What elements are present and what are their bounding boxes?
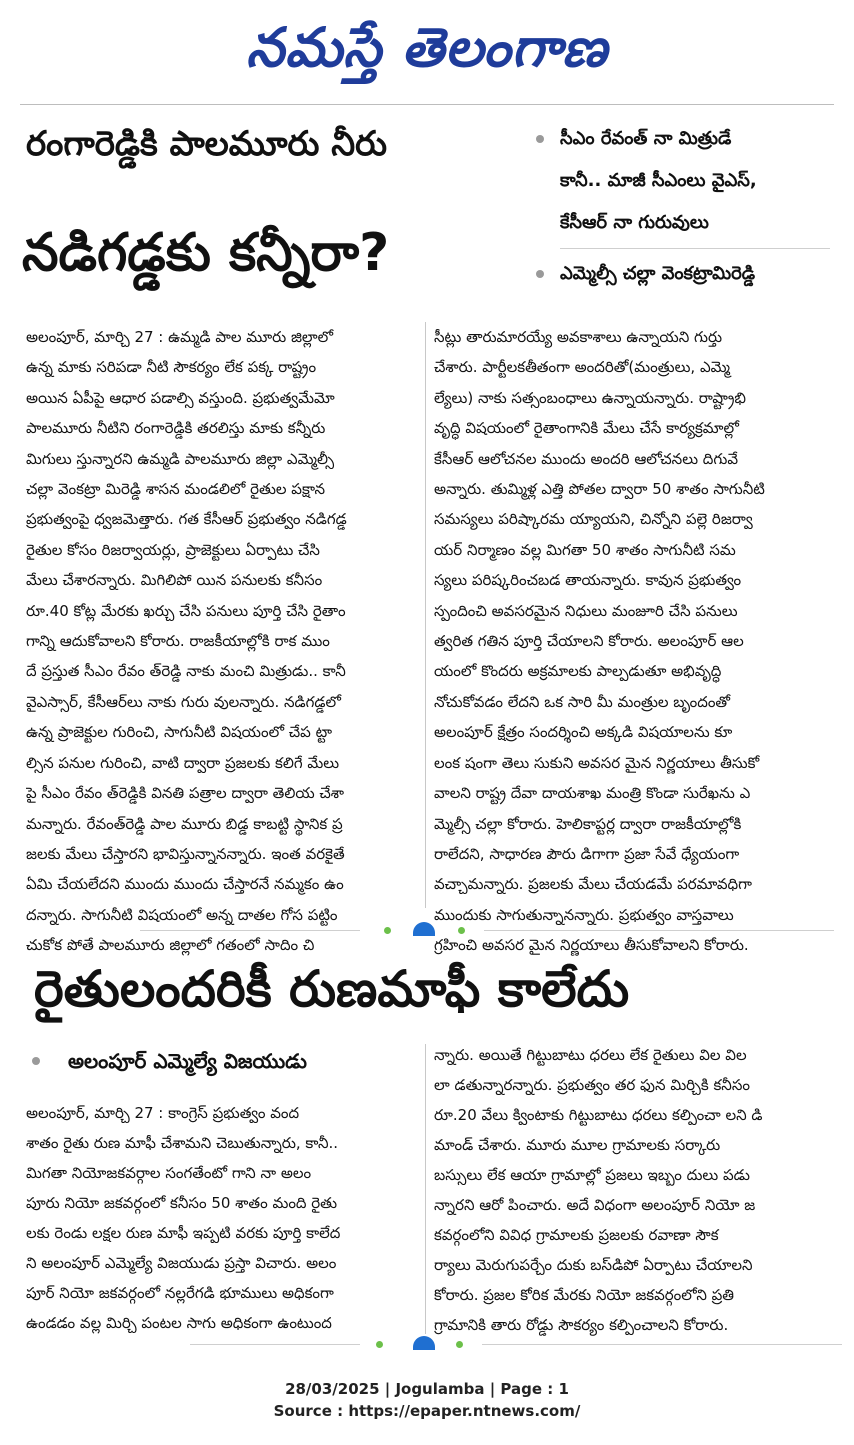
article-line: సమస్యలు పరిష్కారమ య్యాయని, చిన్నోని పల్లె రిజర్వా xyxy=(434,510,753,529)
highlight-bullet-1 xyxy=(530,118,830,244)
article-line: మాండ్ చేశారు. మూరు మూల గ్రామాలకు సర్కారు xyxy=(434,1136,721,1154)
column-divider xyxy=(425,322,426,908)
footer-date-edition: 28/03/2025 | Jogulamba | Page : 1 xyxy=(285,1380,569,1398)
article-line: దన్నారు. సాగునీటి విషయంలో అన్న దాతల గోస పట్టిం xyxy=(26,905,338,924)
article-line: యంలో కొందరు అక్రమాలకు పాల్పడుతూ అభివృద్ధి xyxy=(434,662,722,681)
highlight-bullet-2 xyxy=(530,253,830,295)
article-line: అన్నారు. తుమ్మిళ్ల ఎత్తి పోతల ద్వారా 50 శాతం సాగునీటి xyxy=(434,480,765,499)
article-line: చల్లా వెంకట్రా మిరెడ్డి శాసన మండలిలో రైతుల పక్షాన xyxy=(26,480,326,499)
article-line: ముందుకు సాగుతున్నానన్నారు. ప్రభుత్వం వాస్తవాలు xyxy=(434,905,734,924)
article-line: ని అలంపూర్ ఎమ్మెల్యే విజయుడు ప్రస్తా విచారు. అలం xyxy=(26,1254,337,1272)
article-line: వృద్ధి విషయంలో రైతాంగానికి మేలు చేసే కార్యక్రమాల్లో xyxy=(434,419,739,438)
article-line: పై సీఎం రేవం త్‌రెడ్డికి వినతి పత్రాల ద్వారా తెలియ చేశా xyxy=(26,784,345,803)
article-line: గ్రహించి అవసర మైన నిర్ణయాలు తీసుకోవాలని కోరారు. xyxy=(434,936,749,955)
highlight-line: ఎమ్మెల్సీ చల్లా వెంకట్రామిరెడ్డి xyxy=(560,263,756,284)
page-footer xyxy=(0,1378,854,1422)
article-line: రైతుల కోసం రిజర్వాయర్లు, ప్రాజెక్టులు ఏర్పాటు చేసి xyxy=(26,540,320,559)
article-line: చేశారు. పార్టీలకతీతంగా అందరితో(మంత్రులు, ఎమ్మె xyxy=(434,358,731,377)
article-line: వాలని రాష్ట్ర దేవా దాయశాఖ మంత్రి కొండా సురేఖను ఎ xyxy=(434,784,751,803)
column-divider xyxy=(425,1044,426,1334)
story1-column-left xyxy=(26,322,414,961)
article-line: ఉన్న ప్రాజెక్టుల గురించి, సాగునీటి విషయంలో చేప ట్టా xyxy=(26,723,333,742)
divider-logo-icon xyxy=(413,1336,435,1350)
article-line: ల్యేలు) నాకు సత్సంబంధాలు ఉన్నాయన్నారు. రాష్ట్రాభి xyxy=(434,388,746,407)
article-line: న్నారు. అయితే గిట్టుబాటు ధరలు లేక రైతులు విల విల xyxy=(434,1046,747,1064)
article-line: అలంపూర్ క్షేత్రం సందర్శించి అక్కడి విషయాలను కూ xyxy=(434,723,733,742)
article-line: ఉండడం వల్ల మిర్చి పంటల సాగు అధికంగా ఉంటుంద xyxy=(26,1314,332,1332)
article-line: కోరారు. ప్రజల కోరిక మేరకు నియో జకవర్గంలోని ప్రతి xyxy=(434,1286,735,1304)
article-line: ప్రభుత్వంపై ధ్వజమెత్తారు. గత కేసీఆర్ ప్రభుత్వం నడిగడ్డ xyxy=(26,510,347,529)
article-line: లంక షంగా తెలు సుకుని అవసర మైన నిర్ణయాలు తీసుకో xyxy=(434,753,760,772)
article-line: మన్నారు. రేవంత్‌రెడ్డి పాల మూరు బిడ్డ కాబట్టి స్థానిక ప్ర xyxy=(26,814,343,833)
article-line: వైఎస్సార్, కేసీఆర్‌లు నాకు గురు వులన్నారు. నడిగడ్డలో xyxy=(26,692,341,711)
article-line: గ్రామానికి తారు రోడ్డు సౌకర్యం కల్పించాలని కోరారు. xyxy=(434,1316,729,1334)
article-line: వచ్చామన్నారు. ప్రజలకు మేలు చేయడమే పరమావధిగా xyxy=(434,875,752,894)
highlight-line: సీఎం రేవంత్ నా మిత్రుడే xyxy=(560,128,732,149)
article-line: ఉన్న మాకు సరిపడా నీటి సౌకర్యం లేక పక్క రాష్ట్రం xyxy=(26,358,317,377)
article-line: స్యలు పరిష్కరించబడ తాయన్నారు. కావున ప్రభుత్వం xyxy=(434,571,742,590)
masthead-logo: నమస్తే తెలంగాణ xyxy=(246,16,608,79)
article-line: అయిన ఏపీపై ఆధార పడాల్సి వస్తుంది. ప్రభుత్వమేమో xyxy=(26,388,335,407)
story2-column-left xyxy=(26,1098,414,1338)
story1-highlights xyxy=(530,118,830,295)
article-line: ఏమి చేయలేదని ముందు ముందు చేస్తారనే నమ్మకం ఉం xyxy=(26,875,344,894)
article-line: కేసీఆర్ ఆలోచనల ముందు అందరి ఆలోచనలు దిగువే xyxy=(434,449,738,468)
section-divider-rule xyxy=(482,1344,842,1345)
divider-dot-icon xyxy=(456,1341,463,1348)
article-line: దే ప్రస్తుత సీఎం రేవం త్‌రెడ్డి నాకు మంచి మిత్రుడు.. కానీ xyxy=(26,662,346,681)
article-line: మేలు చేశారన్నారు. మిగిలిపో యిన పనులకు కనీసం xyxy=(26,571,323,590)
section-divider-rule xyxy=(190,1344,360,1345)
masthead-rule xyxy=(20,104,834,105)
article-line: లా డతున్నారన్నారు. ప్రభుత్వం తర ఫున మిర్చికి కనీసం xyxy=(434,1076,750,1094)
article-line: జలకు మేలు చేస్తారని భావిస్తున్నానన్నారు. ఇంత వరకైతే xyxy=(26,844,345,863)
article-line: స్పందించి అవసరమైన నిధులు మంజూరి చేసి పనులు xyxy=(434,601,738,620)
article-line: పూరు నియో జకవర్గంలో కనీసం 50 శాతం మంది రైతు xyxy=(26,1194,338,1212)
story1-kicker: రంగారెడ్డికి పాలమూరు నీరు xyxy=(26,124,388,164)
section-divider-rule xyxy=(484,930,834,931)
article-line: యర్ నిర్మాణం వల్ల మిగతా 50 శాతం సాగునీటి సమ xyxy=(434,540,736,559)
article-line: మ్మెల్సీ చల్లా కోరారు. హెలికాప్టర్ల ద్వారా రాజకీయాల్లోకి xyxy=(434,814,742,833)
article-line: రాలేదని, సాధారణ పౌరు డిగాగా ప్రజా సేవే ధ్యేయంగా xyxy=(434,844,740,863)
article-line: మిగతా నియోజకవర్గాల సంగతేంటో గాని నా అలం xyxy=(26,1164,312,1182)
article-line: చుకోక పోతే పాలమూరు జిల్లాలో గతంలో సాదిం చి xyxy=(26,936,315,955)
article-line: మిగులు స్తున్నారని ఉమ్మడి పాలమూరు జిల్లా ఎమ్మెల్సీ xyxy=(26,449,335,468)
article-line: నోచుకోవడం లేదని ఒక సారి మీ మంత్రుల బృందంతో xyxy=(434,692,731,711)
article-line: ల్సిన పనుల గురించి, వాటి ద్వారా ప్రజలకు కలిగే మేలు xyxy=(26,753,340,772)
divider-dot-icon xyxy=(376,1341,383,1348)
story2-headline: రైతులందరికీ రుణమాఫీ కాలేదు xyxy=(34,960,630,1018)
story1-headline: నడిగడ్డకు కన్నీరా? xyxy=(22,223,390,283)
article-line: న్నారని ఆరో పించారు. అదే విధంగా అలంపూర్ నియో జ xyxy=(434,1196,756,1214)
article-line: ర్యాలు మెరుగుపర్చేం దుకు బస్‌డిపో ఏర్పాటు చేయాలని xyxy=(434,1256,753,1274)
divider-dot-icon xyxy=(384,927,391,934)
highlight-line: కానీ.. మాజీ సీఎంలు వైఎస్, xyxy=(560,170,757,191)
article-line: పూర్ నియో జకవర్గంలో నల్లరేగడి భూములు అధికంగా xyxy=(26,1284,334,1302)
article-line: గాన్ని ఆదుకోవాలని కోరారు. రాజకీయాల్లోకి రాక ముం xyxy=(26,632,330,651)
story2-byline-bullet: అలంపూర్ ఎమ్మెల్యే విజయుడు xyxy=(30,1046,448,1076)
article-line: లకు రెండు లక్షల రుణ మాఫీ ఇప్పటి వరకు పూర్తి కాలేద xyxy=(26,1224,341,1242)
article-line: రూ.20 వేలు క్వింటాకు గిట్టుబాటు ధరలు కల్పించా లని డి xyxy=(434,1106,763,1124)
article-line: శాతం రైతు రుణ మాఫీ చేశామని చెబుతున్నారు, కానీ.. xyxy=(26,1134,339,1152)
section-divider-rule xyxy=(140,930,360,931)
article-line: బస్సులు లేక ఆయా గ్రామాల్లో ప్రజలు ఇబ్బం దులు పడు xyxy=(434,1166,750,1184)
article-line: సీట్లు తారుమారయ్యే అవకాశాలు ఉన్నాయని గుర్తు xyxy=(434,328,723,346)
article-line: త్వరిత గతిన పూర్తి చేయాలని కోరారు. అలంపూర్ ఆల xyxy=(434,632,744,651)
article-line: కవర్గంలోని వివిధ గ్రామాలకు ప్రజలకు రవాణా సౌక xyxy=(434,1226,719,1244)
story1-column-right xyxy=(434,322,826,961)
article-line: రూ.40 కోట్ల మేరకు ఖర్చు చేసి పనులు పూర్తి చేసి రైతాం xyxy=(26,601,346,620)
story2-column-right xyxy=(434,1040,826,1340)
highlight-divider xyxy=(560,248,830,249)
divider-logo-icon xyxy=(413,922,435,936)
divider-dot-icon xyxy=(458,927,465,934)
article-line: అలంపూర్, మార్చి 27 : ఉమ్మడి పాల మూరు జిల్లాలో xyxy=(26,328,334,346)
highlight-line: కేసీఆర్ నా గురువులు xyxy=(560,212,709,233)
footer-source: Source : https://epaper.ntnews.com/ xyxy=(273,1402,581,1420)
article-line: అలంపూర్, మార్చి 27 : కాంగ్రెస్ ప్రభుత్వం వంద xyxy=(26,1104,300,1122)
article-line: పాలమూరు నీటిని రంగారెడ్డికి తరలిస్తు మాకు కన్నీరు xyxy=(26,419,326,438)
